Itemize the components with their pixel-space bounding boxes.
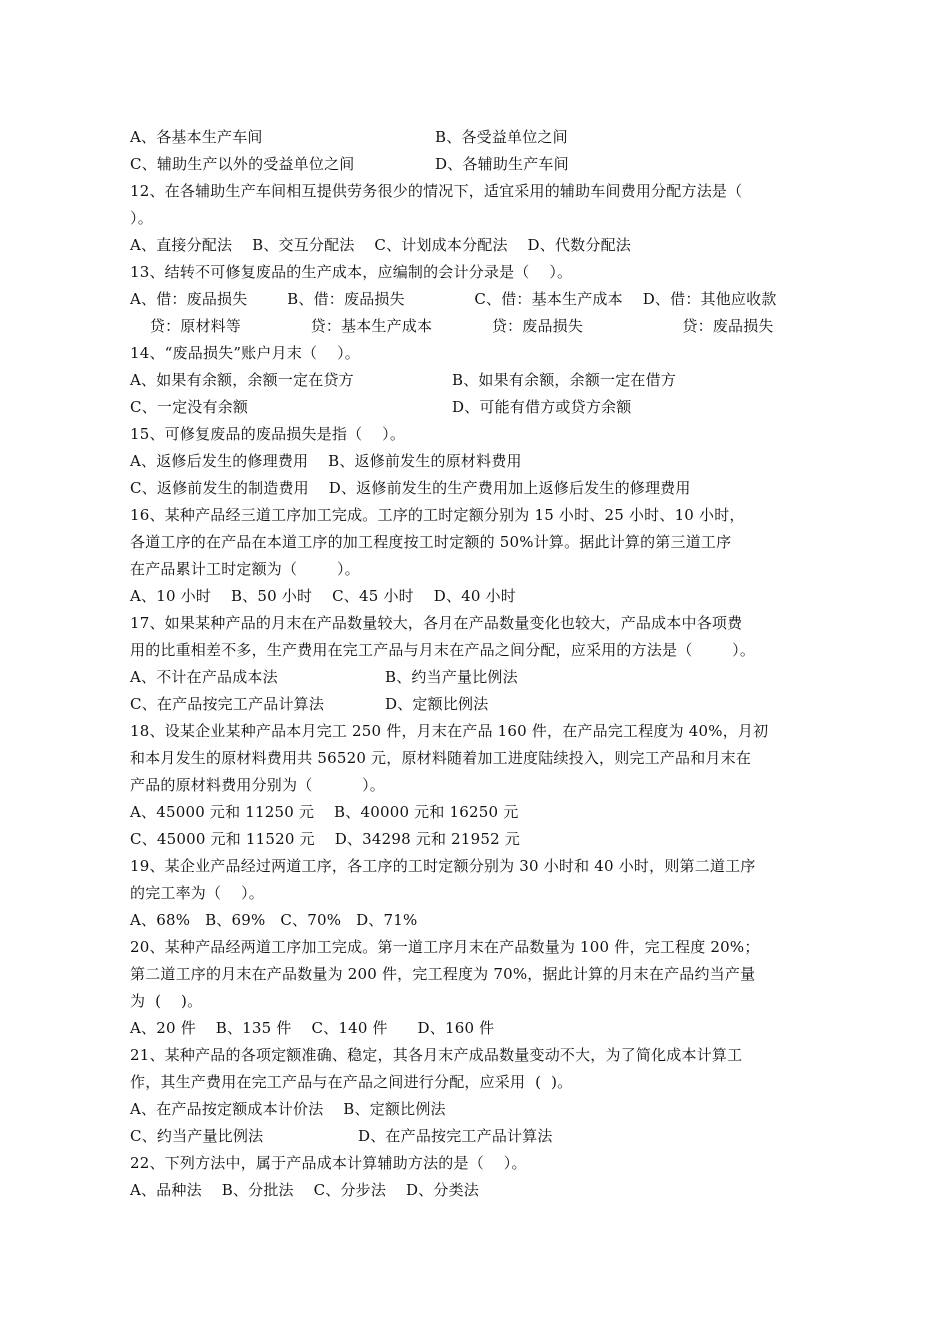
text-line — [130, 151, 810, 178]
text-line: A、45000 元和 11250 元 B、40000 元和 16250 元 — [130, 803, 519, 821]
text-line: A、品种法 B、分批法 C、分步法 D、分类法 — [130, 1181, 479, 1199]
text-line: C、45000 元和 11520 元 D、34298 元和 21952 元 — [130, 830, 521, 848]
text-line: 18、设某企业某种产品本月完工 250 件，月末在产品 160 件，在产品完工程度为 40%，月初 — [130, 722, 769, 740]
option-left: C、在产品按完工产品计算法 — [130, 695, 325, 713]
option-left: A、如果有余额，余额一定在贷方 — [130, 371, 354, 389]
text-line: 19、某企业产品经过两道工序，各工序的工时定额分别为 30 小时和 40 小时，则第二道工序 — [130, 857, 756, 875]
text-line: A、直接分配法 B、交互分配法 C、计划成本分配法 D、代数分配法 — [130, 236, 631, 254]
option-left: A、各基本生产车间 — [130, 128, 263, 146]
text-line: 13、结转不可修复废品的生产成本，应编制的会计分录是（ ）。 — [130, 263, 573, 281]
text-line: ）。 — [130, 209, 153, 227]
text-line: 22、下列方法中，属于产品成本计算辅助方法的是（ ）。 — [130, 1154, 527, 1172]
option-left: C、约当产量比例法 — [130, 1127, 264, 1145]
text-line: 14、“废品损失”账户月末（ ）。 — [130, 344, 360, 362]
option-left: A、不计在产品成本法 — [130, 668, 278, 686]
text-line — [130, 124, 810, 151]
text-line: 产品的原材料费用分别为（ ）。 — [130, 776, 385, 794]
text-line: 12、在各辅助生产车间相互提供劳务很少的情况下，适宜采用的辅助车间费用分配方法是（ — [130, 182, 743, 200]
text-line — [130, 394, 810, 421]
text-line: 在产品累计工时定额为（ ）。 — [130, 560, 360, 578]
text-line: 的完工率为（ ）。 — [130, 884, 264, 902]
text-line: 为 ( )。 — [130, 992, 203, 1010]
text-line: 用的比重相差不多，生产费用在完工产品与月末在产品之间分配，应采用的方法是（ ）。 — [130, 641, 756, 659]
document-page — [130, 124, 810, 1204]
text-line: A、68% B、69% C、70% D、71% — [130, 911, 418, 929]
text-line: 16、某种产品经三道工序加工完成。工序的工时定额分别为 15 小时、25 小时、10 小时， — [130, 506, 745, 524]
text-line: 各道工序的在产品在本道工序的加工程度按工时定额的 50%计算。据此计算的第三道工序 — [130, 533, 732, 551]
option-left: C、一定没有余额 — [130, 398, 249, 416]
option-left: C、辅助生产以外的受益单位之间 — [130, 155, 355, 173]
text-line: 17、如果某种产品的月末在产品数量较大，各月在产品数量变化也较大，产品成本中各项费 — [130, 614, 743, 632]
text-line: 和本月发生的原材料费用共 56520 元，原材料随着加工进度陆续投入，则完工产品和月末在 — [130, 749, 752, 767]
option-right: D、定额比例法 — [385, 695, 489, 713]
text-line — [130, 664, 810, 691]
text-line — [130, 1123, 810, 1150]
text-line: A、20 件 B、135 件 C、140 件 D、160 件 — [130, 1019, 495, 1037]
text-line: 贷：原材料等 贷：基本生产成本 贷：废品损失 贷：废品损失 — [130, 317, 774, 335]
option-right: B、各受益单位之间 — [435, 128, 568, 146]
text-line: 21、某种产品的各项定额准确、稳定，其各月末产成品数量变动不大，为了简化成本计算工 — [130, 1046, 743, 1064]
option-right: B、约当产量比例法 — [385, 668, 518, 686]
text-line: A、返修后发生的修理费用 B、返修前发生的原材料费用 — [130, 452, 522, 470]
option-right: D、在产品按完工产品计算法 — [358, 1127, 553, 1145]
text-line: 20、某种产品经两道工序加工完成。第一道工序月末在产品数量为 100 件，完工程度 20%； — [130, 938, 760, 956]
text-line: C、返修前发生的制造费用 D、返修前发生的生产费用加上返修后发生的修理费用 — [130, 479, 691, 497]
text-line: 作，其生产费用在完工产品与在产品之间进行分配，应采用 ( )。 — [130, 1073, 573, 1091]
option-right: B、如果有余额，余额一定在借方 — [452, 371, 677, 389]
text-line: A、借：废品损失 B、借：废品损失 C、借：基本生产成本 D、借：其他应收款 — [130, 290, 777, 308]
option-right: D、可能有借方或贷方余额 — [452, 398, 632, 416]
text-line: A、在产品按定额成本计价法 B、定额比例法 — [130, 1100, 446, 1118]
text-line — [130, 367, 810, 394]
option-right: D、各辅助生产车间 — [435, 155, 569, 173]
text-line: 第二道工序的月末在产品数量为 200 件，完工程度为 70%，据此计算的月末在产品约当产量 — [130, 965, 756, 983]
text-line: 15、可修复废品的废品损失是指（ ）。 — [130, 425, 406, 443]
text-line: A、10 小时 B、50 小时 C、45 小时 D、40 小时 — [130, 587, 516, 605]
text-line — [130, 691, 810, 718]
